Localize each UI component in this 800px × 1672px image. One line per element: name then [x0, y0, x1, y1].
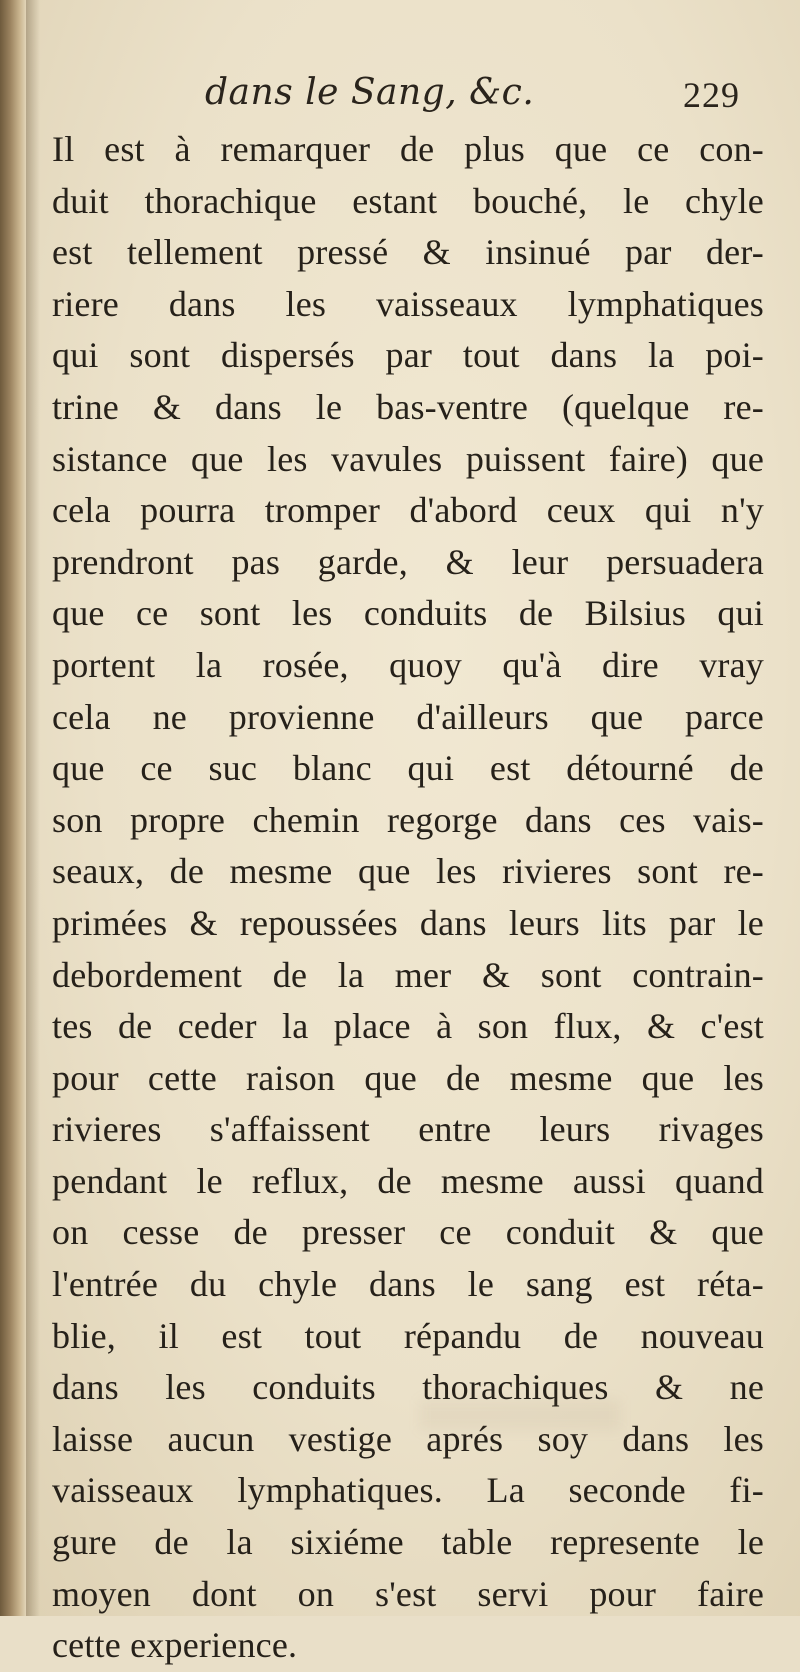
page-header: [40, 72, 760, 122]
text-line: trine & dans le bas-ventre (quelque re-: [52, 386, 764, 427]
text-line: primées & repoussées dans leurs lits par le: [52, 902, 764, 943]
text-line: debordement de la mer & sont contrain-: [52, 954, 764, 995]
running-head: dans le Sang, &c.: [205, 72, 535, 113]
text-line: que ce sont les conduits de Bilsius qui: [52, 593, 764, 634]
text-line: laisse aucun vestige aprés soy dans les: [52, 1418, 764, 1459]
text-line: pendant le reflux, de mesme aussi quand: [52, 1160, 764, 1201]
text-line: cette experience.: [52, 1625, 298, 1666]
text-line: duit thorachique estant bouché, le chyle: [52, 180, 764, 221]
gutter-shadow: [26, 0, 40, 1616]
text-line: l'entrée du chyle dans le sang est réta-: [52, 1264, 764, 1305]
text-line: que ce suc blanc qui est détourné de: [52, 748, 764, 789]
text-line: qui sont dispersés par tout dans la poi-: [52, 335, 764, 376]
text-line: portent la rosée, quoy qu'à dire vray: [52, 644, 764, 685]
text-line: prendront pas garde, & leur persuadera: [52, 541, 764, 582]
text-line: dans les conduits thorachiques & ne: [52, 1367, 764, 1408]
book-spine: [0, 0, 26, 1616]
text-line: blie, il est tout répandu de nouveau: [52, 1315, 764, 1356]
ink-bleed-through: [420, 1400, 620, 1430]
text-line: vaisseaux lymphatiques. La seconde fi-: [52, 1470, 764, 1511]
text-line: sistance que les vavules puissent faire) que: [52, 438, 764, 479]
page-number: 229: [683, 75, 740, 115]
text-line: rivieres s'affaissent entre leurs rivages: [52, 1109, 764, 1150]
body-text: [52, 124, 764, 1672]
text-line: on cesse de presser ce conduit & que: [52, 1212, 764, 1253]
text-line: gure de la sixiéme table represente le: [52, 1522, 764, 1563]
text-line: cela ne provienne d'ailleurs que parce: [52, 696, 764, 737]
text-line: son propre chemin regorge dans ces vais-: [52, 799, 764, 840]
text-line: est tellement pressé & insinué par der-: [52, 232, 764, 273]
text-line: cela pourra tromper d'abord ceux qui n'y: [52, 490, 764, 531]
text-line: seaux, de mesme que les rivieres sont re-: [52, 851, 764, 892]
text-line: moyen dont on s'est servi pour faire: [52, 1573, 764, 1614]
text-line: pour cette raison que de mesme que les: [52, 1057, 764, 1098]
text-line: riere dans les vaisseaux lymphatiques: [52, 283, 764, 324]
text-line: tes de ceder la place à son flux, & c'est: [52, 1006, 764, 1047]
text-line: Il est à remarquer de plus que ce con-: [52, 129, 764, 169]
